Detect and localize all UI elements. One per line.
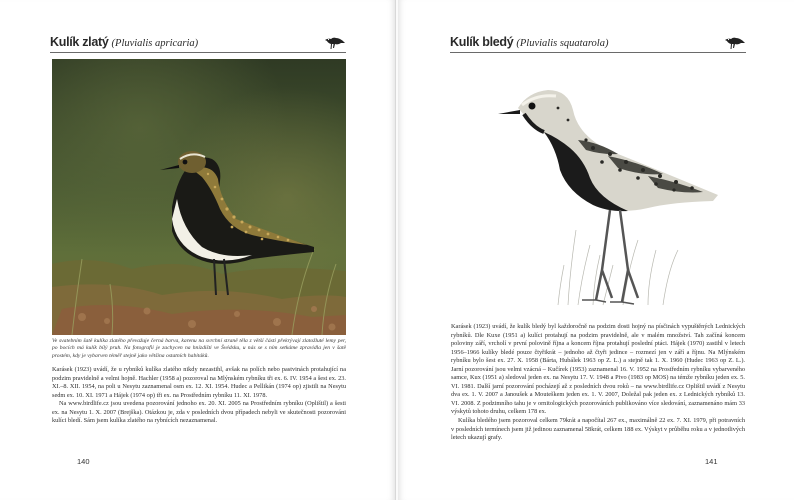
page-number: 140	[77, 457, 90, 466]
right-page-header	[450, 33, 746, 53]
photo-caption: Ve svatebním šatě kulíka zlatého převažuje černá barva, karenu na svrchní straně těla z větší části překrývají zlatožluté lemy per, po bocích má kulík bílý pruh. Na fotografii je zachycen na hnízdišti ve Švédsku, u nás se s ním setkáme zpravidla jen v šatě prostém, kdy je vybarven téměř stejně jako většina ostatních habitáků.	[52, 338, 346, 359]
paragraph: Karásek (1923) uvádí, že kulík bledý byl každoročně na podzim dosti hojný na písčinách vypuštěných Lednických rybníků. Dle Kuxe (1951 a) kulíci protahují na podzim pravidelně, ale v malém množství. Tah začíná koncem poloviny září, vrcholí v první polovině října a koncem října protahují poslední ptáci. Hájek (1970) zastihl v letech 1956–1966 kulíky bledé pouze čtyřikrát – jednoho až čtyři jedince – rozmezí jen v září a říjnu. Na Mlýnském rybníku bylo šest ex. 27. X. 1958 (Bárta, Hubálek 1963 op Z. L.) a stejně tak 1. X. 1960 (Hudec 1963 op Z. L.). Jarní pozorování jsou velmi vzácná – Kučírek (1953) zaznamenal 16. V. 1952 na Prostředním rybníku vybarveného samce, Kux (1951 a) sledoval jeden ex. na Nesytu 17. V. 1948 a Pivo (1983 op MOS) na témže rybníku jeden ex. 5. VI. 1981. Další jarní pozorování pocházejí až z posledních dvou roků – na www.birdlife.cz Oplištil uvádí z Nesytu dva ex. 1. V. 2007 a Janoušek a Mouteškem jeden ex. 1. V. 2007, Doležal pak jeden ex. z Lednických rybníků 13. VI. 2008. Z podzimního tahu je v ornitologických pozorováních publikováno více sledování, zaznamenáno mám 33 výskytů tohoto druhu, celkem 178 ex.	[451, 323, 745, 416]
right-page	[398, 0, 794, 500]
species-latin-name: (Pluvialis apricaria)	[111, 38, 199, 49]
bird-silhouette-icon	[324, 35, 346, 51]
species-latin-name: (Pluvialis squatarola)	[516, 38, 609, 49]
right-body-text	[451, 323, 745, 443]
species-name: Kulík bledý	[450, 35, 514, 49]
bird-silhouette-icon	[724, 35, 746, 51]
left-page-header	[50, 33, 346, 53]
left-page-title	[50, 35, 198, 50]
paragraph: Kulíka bledého jsem pozoroval celkem 79krát a napočítal 267 ex., maximálně 22 ex. 7. XI. 1979, při potravních v posledních termínech jsem již jedinou zaznamenal 58krát, celkem 188 ex. Výskyt v průběhu roku a v jednotlivých letech ukazují grafy.	[451, 417, 745, 442]
paragraph: Na www.birdlife.cz jsou uvedena pozorování jednoho ex. 20. XI. 2005 na Prostředním rybníku (Oplištil) a šesti ex. na Nesytu 1. X. 2007 (Brejška). Otázkou je, zda v posledních dvou případech nebyli ve skutečnosti pozorováni kulíci bledí. Sám jsem kulíka zlatého na rybnících nezaznamenal.	[52, 400, 346, 425]
left-body-text	[52, 366, 346, 426]
golden-plover-photo	[52, 59, 346, 335]
grey-plover-illustration	[498, 70, 738, 310]
right-page-title	[450, 35, 608, 50]
left-page	[0, 0, 396, 500]
page-number: 141	[705, 457, 718, 466]
species-name: Kulík zlatý	[50, 35, 109, 49]
paragraph: Karásek (1923) uvádí, že u rybníků kulíka zlatého nikdy nezastihl, avšak na polích nebo pastvinách protahující na podzim pravidelně a velmi hojně. Hachler (1958 a) pozoroval na Mlýnském rybníku tři ex. 6. IV. 1954 a šest ex. 23. XI.–8. XII. 1954, na poli u Nesytu zaznamenal osm ex. 12. XI. 1954. Hudec a Pellikán (1974 op) zjistili na Nesytu sedm ex. 10. XI. 1971 a Hájek (1974 op) tři ex. na Prostředním rybníku 11. XI. 1978.	[52, 366, 346, 399]
